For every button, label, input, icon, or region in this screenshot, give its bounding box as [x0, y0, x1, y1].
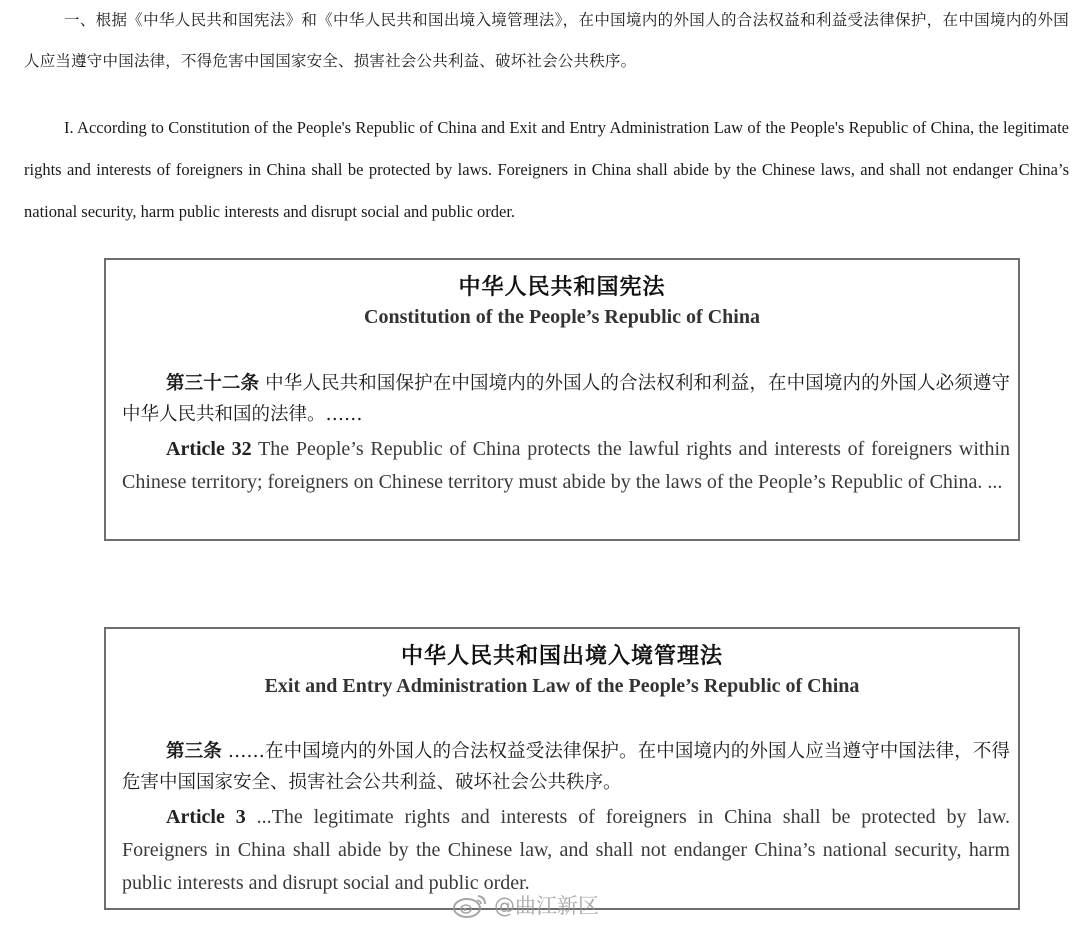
- weibo-logo-icon: [452, 891, 488, 919]
- box-title-en: Exit and Entry Administration Law of the People’s Republic of China: [264, 675, 860, 697]
- intro-cn-paragraph: 一、根据《中华人民共和国宪法》和《中华人民共和国出境入境管理法》，在中国境内的外国人的合法权益和利益受法律保护，在中国境内的外国人应当遵守中国法律，不得危害中国国家安全、损害社会公共利益、破坏社会公共秩序。: [24, 11, 1069, 70]
- exit-entry-law-excerpt-box: [104, 627, 1020, 910]
- article-en-text: [122, 801, 1010, 900]
- article-en-text: [122, 433, 1010, 499]
- article-cn-label: 第三十二条: [166, 373, 260, 394]
- box-title-cn: 中华人民共和国出境入境管理法: [400, 643, 723, 669]
- article-cn-body: ……在中国境内的外国人的合法权益受法律保护。在中国境内的外国人应当遵守中国法律，不得危害中国国家安全、损害社会公共利益、破坏社会公共秩序。: [122, 741, 1010, 793]
- article-en-body: ...The legitimate rights and interests of foreigners in China shall be protected by law. Foreigners in China shall abide by the Chinese law, and shall not endanger China’s national security, harm public interests and disrupt social and public order.: [122, 806, 1010, 894]
- article-cn-body: 中华人民共和国保护在中国境内的外国人的合法权利和利益，在中国境内的外国人必须遵守中华人民共和国的法律。……: [122, 373, 1010, 425]
- watermark-text: @曲江新区: [494, 894, 599, 918]
- box-title-cn: 中华人民共和国宪法: [458, 274, 666, 300]
- article-en-label: Article 3: [166, 806, 246, 828]
- weibo-watermark: [452, 889, 599, 921]
- box-title-en: Constitution of the People’s Republic of China: [364, 306, 760, 328]
- article-cn-label: 第三条: [166, 741, 222, 762]
- article-cn-text: [122, 368, 1010, 430]
- intro-en-paragraph: I. According to Constitution of the People's Republic of China and Exit and Entry Administration Law of the People's Republic of China, the legitimate rights and interests of foreigners in China shall be protected by laws. Foreigners in China shall abide by the Chinese laws, and shall not endanger China’s national security, harm public interests and disrupt social and public order.: [24, 118, 1069, 221]
- article-en-label: Article 32: [166, 438, 252, 460]
- article-en-body: The People’s Republic of China protects the lawful rights and interests of foreigners within Chinese territory; foreigners on Chinese territory must abide by the laws of the People’s Republic of China. ...: [122, 438, 1010, 493]
- constitution-excerpt-box: [104, 258, 1020, 541]
- article-cn-text: [122, 736, 1010, 798]
